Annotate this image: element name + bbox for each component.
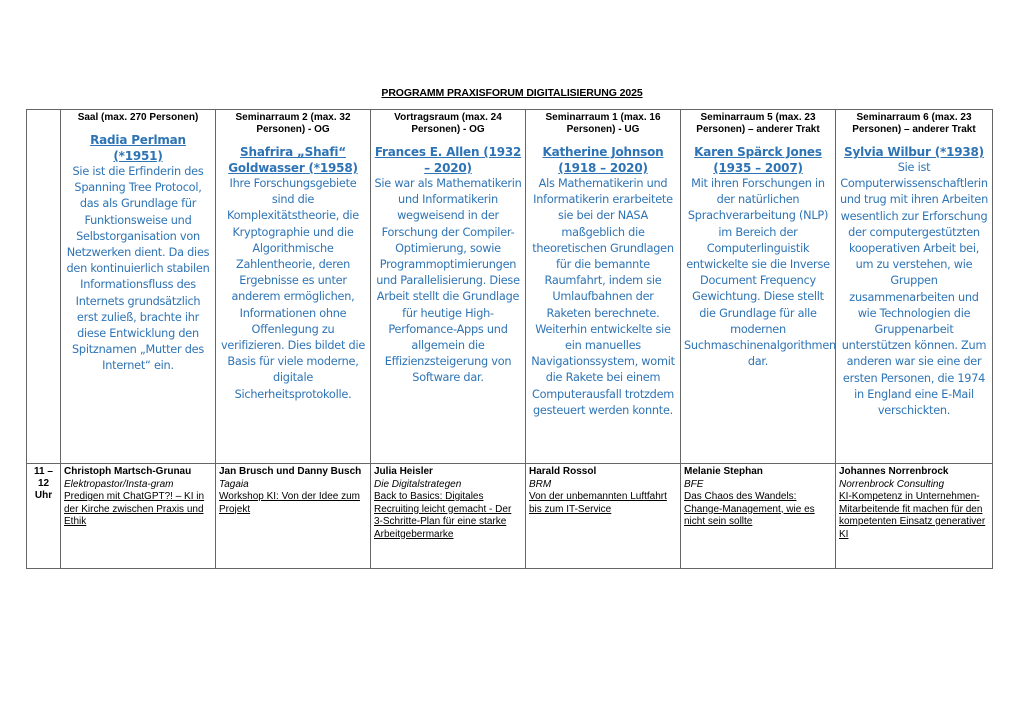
speaker-name: Melanie Stephan [684,466,763,477]
room-cell-seminarraum-2 [216,110,371,464]
talk-title: Back to Basics: Digitales Recruiting leicht gemacht - Der 3-Schritte-Plan für eine starke Arbeitgebermarke [374,491,512,540]
pioneer-description: Als Mathematikerin und Informatikerin erarbeitete sie bei der NASA maßgeblich die theoretischen Grundlagen für die bemannte Raumfahrt, indem sie Umlaufbahnen der Raketen berechnete. Weiterhin entwickelte sie ein manuelles Navigationssystem, womit die Rakete bei einem Computerausfall trotzdem gesteuert werden konnte. [531,177,675,417]
talk-title: Predigen mit ChatGPT?! – KI in der Kirche zwischen Praxis und Ethik [64,491,205,527]
talk-title: KI-Kompetenz in Unternehmen-Mitarbeitende fit machen für den kompetenten Einsatz generativer KI [839,491,986,540]
pioneer-description: Mit ihren Forschungen in der natürlichen Sprachverarbeitung (NLP) im Bereich der Computerlinguistik entwickelte sie die Inverse Document Frequency Gewichtung. Diese stellt die Grundlage für alle modernen Suchmaschinenalgorithmen dar. [684,177,836,369]
speaker-organization: Tagaia [219,478,249,490]
pioneer-name: Frances E. Allen (1932 – 2020) [374,145,522,175]
speaker-name: Christoph Martsch-Grunau [64,466,192,477]
talk-cell [61,464,216,569]
talk-cell [371,464,526,569]
room-name: Vortragsraum (max. 24 Personen) - OG [394,112,502,135]
document-title: PROGRAMM PRAXISFORUM DIGITALISIERUNG 2025 [381,87,643,99]
room-header-row [27,110,993,464]
pioneer-name: Karen Spärck Jones (1935 – 2007) [694,145,822,175]
room-name: Saal (max. 270 Personen) [77,112,199,123]
talk-title: Das Chaos des Wandels: Change-Management, wie es nicht sein sollte [684,491,815,527]
speaker-name: Johannes Norrenbrock [839,466,949,477]
pioneer-name: Shafrira „Shafi“ Goldwasser (*1958) [228,145,358,175]
speaker-organization: Elektropastor/Insta-gram [64,478,174,490]
speaker-name: Julia Heisler [374,466,433,477]
pioneer-name: Radia Perlman (*1951) [90,133,186,163]
time-slot-row [27,464,993,569]
room-name: Seminarraum 2 (max. 32 Personen) - OG [235,112,351,135]
talk-cell [681,464,836,569]
room-cell-saal [61,110,216,464]
room-cell-seminarraum-6 [836,110,993,464]
room-name: Seminarraum 5 (max. 23 Personen) – anderer Trakt [696,112,820,135]
talk-title: Von der unbemannten Luftfahrt bis zum IT-Service [529,491,667,515]
speaker-name: Harald Rossol [529,466,597,477]
time-header-cell [27,110,61,464]
talk-cell [526,464,681,569]
room-cell-vortragsraum [371,110,526,464]
pioneer-description: Sie war als Mathematikerin und Informatikerin wegweisend in der Forschung der Compiler-Optimierung, sowie Programmoptimierungen und Parallelisierung. Diese Arbeit stellt die Grundlage für heutige High-Perfomance-Apps und allgemein die Effizienzsteigerung von Software dar. [374,177,522,385]
pioneer-name: Sylvia Wilbur (*1938) [844,145,984,159]
program-table [26,109,993,569]
pioneer-description: Sie ist die Erfinderin des Spanning Tree Protocol, das als Grundlage für Funktionsweise und Selbstorganisation von Netzwerken dient. Da dies den kontinuierlich stabilen Informationsfluss des Internets grundsätzlich erst zuließ, brachte ihr diese Entwicklung den Spitznamen „Mutter des Internet“ ein. [66,165,210,373]
room-name: Seminarraum 1 (max. 16 Personen) - UG [545,112,661,135]
time-slot-label: 11 – 12 Uhr [27,464,61,569]
speaker-organization: Die Digitalstrategen [374,478,462,490]
speaker-organization: BFE [684,478,704,490]
pioneer-name: Katherine Johnson (1918 – 2020) [542,145,664,175]
talk-cell [216,464,371,569]
talk-title: Workshop KI: Von der Idee zum Projekt [219,491,361,515]
speaker-organization: Norrenbrock Consulting [839,478,945,490]
speaker-organization: BRM [529,478,552,490]
room-cell-seminarraum-1 [526,110,681,464]
room-cell-seminarraum-5 [681,110,836,464]
pioneer-description: Ihre Forschungsgebiete sind die Komplexitätstheorie, die Kryptographie und die Algorithmische Zahlentheorie, deren Ergebnisse es unter anderem ermöglichen, Informationen ohne Offenlegung zu verifizieren. Dies bildet die Basis für viele moderne, digitale Sicherheitsprotokolle. [220,177,366,401]
pioneer-description: Sie ist Computerwissenschaftlerin und trug mit ihren Arbeiten wesentlich zur Erforschung der computergestützten kooperativen Arbeit bei, um zu verstehen, wie Gruppen zusammenarbeiten und wie Technologien die Gruppenarbeit unterstützen können. Zum anderen war sie eine der ersten Personen, die 1974 in England eine E-Mail verschickten. [839,161,989,418]
room-name: Seminarraum 6 (max. 23 Personen) – anderer Trakt [852,112,976,135]
talk-cell [836,464,993,569]
speaker-name: Jan Brusch und Danny Busch [219,466,362,477]
